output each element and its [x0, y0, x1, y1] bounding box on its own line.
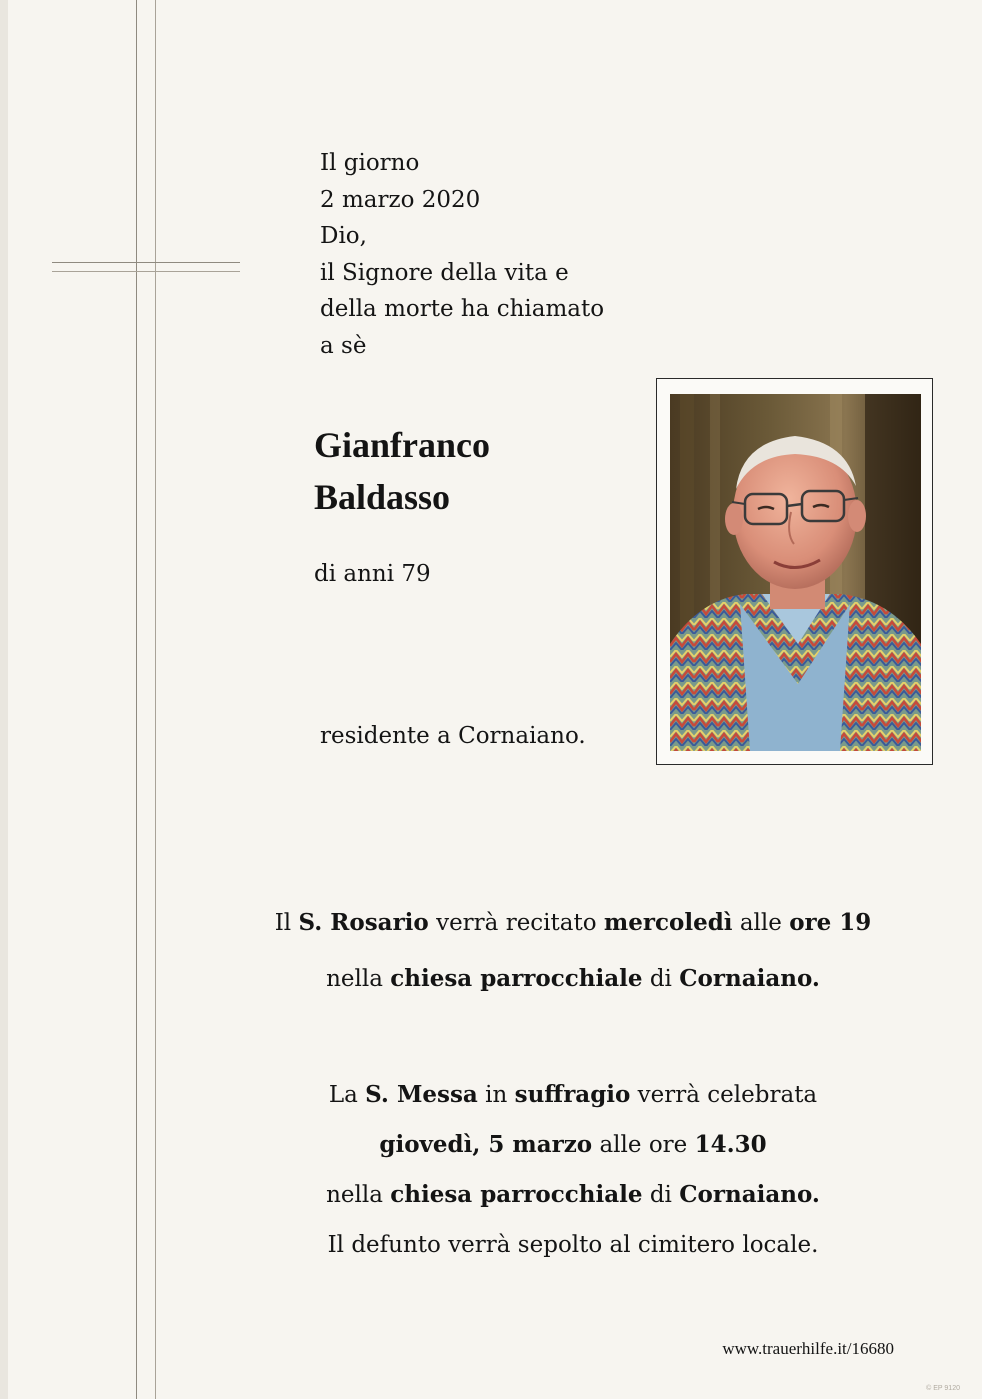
- portrait-photo: [656, 378, 933, 765]
- rosario-line-1: Il S. Rosario verrà recitato mercoledì alle ore 19: [274, 909, 872, 936]
- print-code: © EP 9120: [926, 1385, 960, 1392]
- portrait-image: [670, 394, 921, 751]
- cross-vertical-beam: [136, 0, 158, 1399]
- first-name: Gianfranco: [314, 425, 490, 465]
- intro-text: [320, 145, 604, 364]
- last-name: Baldasso: [314, 477, 451, 517]
- deceased-residence: residente a Cornaiano.: [320, 723, 586, 749]
- burial-line: Il defunto verrà sepolto al cimitero locale.: [327, 1232, 819, 1258]
- rosario-announcement: [164, 895, 982, 1007]
- deceased-name: [314, 419, 490, 523]
- deceased-age: di anni 79: [314, 561, 431, 587]
- website-link[interactable]: www.trauerhilfe.it/16680: [722, 1339, 894, 1358]
- messa-line-1: La S. Messa in suffragio verrà celebrata: [328, 1081, 818, 1108]
- intro-line: Dio,: [320, 223, 367, 249]
- intro-line: 2 marzo 2020: [320, 186, 481, 213]
- rosario-line-2: nella chiesa parrocchiale di Cornaiano.: [326, 965, 820, 992]
- intro-line: Il giorno: [320, 150, 420, 176]
- intro-line: della morte ha chiamato: [320, 296, 605, 322]
- cross-intersection: [137, 263, 155, 271]
- messa-announcement: [164, 1070, 982, 1270]
- messa-line-3: nella chiesa parrocchiale di Cornaiano.: [326, 1181, 820, 1208]
- paper-edge: [0, 0, 8, 1399]
- messa-line-2: giovedì, 5 marzo alle ore 14.30: [379, 1131, 767, 1158]
- intro-line: a sè: [320, 332, 367, 359]
- intro-line: il Signore della vita e: [320, 259, 569, 286]
